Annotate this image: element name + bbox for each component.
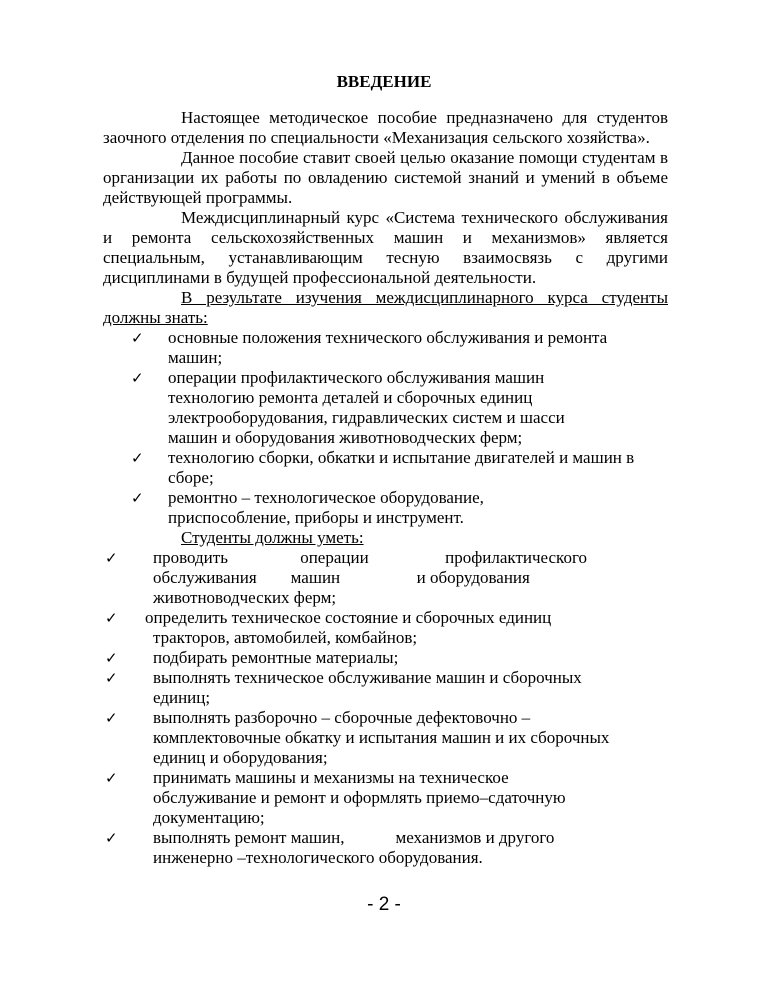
checkmark-icon: ✓ (105, 649, 118, 667)
list-item: ✓ принимать машины и механизмы на техническое обслуживание и ремонт и оформлять приемо–сдаточную документацию; (105, 768, 566, 827)
page-number: - 2 - (367, 894, 401, 915)
list-item: ✓ операции профилактического обслуживания машин технологию ремонта деталей и сборочных единиц электрооборудования, гидравлических систем и шасси машин и оборудования животноводческих ферм; (131, 368, 565, 447)
list-item: ✓ ремонтно – технологическое оборудование, приспособление, приборы и инструмент. (131, 488, 484, 527)
list-item: ✓ выполнять техническое обслуживание машин и сборочных единиц; (105, 668, 582, 707)
list-item: ✓ определить техническое состояние и сборочных единиц тракторов, автомобилей, комбайнов; (105, 608, 552, 647)
skills-heading: Студенты должны уметь: (181, 528, 364, 547)
list-item: ✓ выполнять разборочно – сборочные дефектовочно – комплектовочные обкатку и испытания машин и их сборочных единиц и оборудования; (105, 708, 610, 767)
checkmark-icon: ✓ (105, 549, 118, 567)
checkmark-icon: ✓ (131, 329, 144, 347)
checkmark-icon: ✓ (105, 609, 118, 627)
skills-list (103, 548, 668, 868)
list-item: ✓ технологию сборки, обкатки и испытание двигателей и машин в сборе; (131, 448, 635, 487)
know-list (103, 328, 668, 528)
know-heading: В результате изучения междисциплинарного курса студенты должны знать: (103, 288, 668, 327)
paragraph-purpose: Настоящее методическое пособие предназначено для студентов заочного отделения по специальности «Механизация сельского хозяйства». (103, 108, 668, 147)
document-body (103, 108, 668, 868)
checkmark-icon: ✓ (131, 489, 144, 507)
list-item: ✓ основные положения технического обслуживания и ремонта машин; (131, 328, 608, 367)
checkmark-icon: ✓ (105, 769, 118, 787)
page-title: ВВЕДЕНИЕ (336, 72, 432, 91)
paragraph-course: Междисциплинарный курс «Система технического обслуживания и ремонта сельскохозяйственных машин и механизмов» является специальным, устанавливающим тесную взаимосвязь с другими дисциплинами в будущей профессиональной деятельности. (103, 208, 668, 287)
list-item: ✓ выполнять ремонт машин, механизмов и другого инженерно –технологического оборудования. (105, 828, 555, 867)
checkmark-icon: ✓ (131, 369, 144, 387)
checkmark-icon: ✓ (131, 449, 144, 467)
checkmark-icon: ✓ (105, 829, 118, 847)
checkmark-icon: ✓ (105, 709, 118, 727)
checkmark-icon: ✓ (105, 669, 118, 687)
list-item: ✓ подбирать ремонтные материалы; (105, 648, 399, 667)
list-item: ✓ проводить операции профилактического обслуживания машин и оборудования животноводческих ферм; (105, 548, 587, 607)
paragraph-goal: Данное пособие ставит своей целью оказание помощи студентам в организации их работы по овладению системой знаний и умений в объеме действующей программы. (103, 148, 668, 207)
